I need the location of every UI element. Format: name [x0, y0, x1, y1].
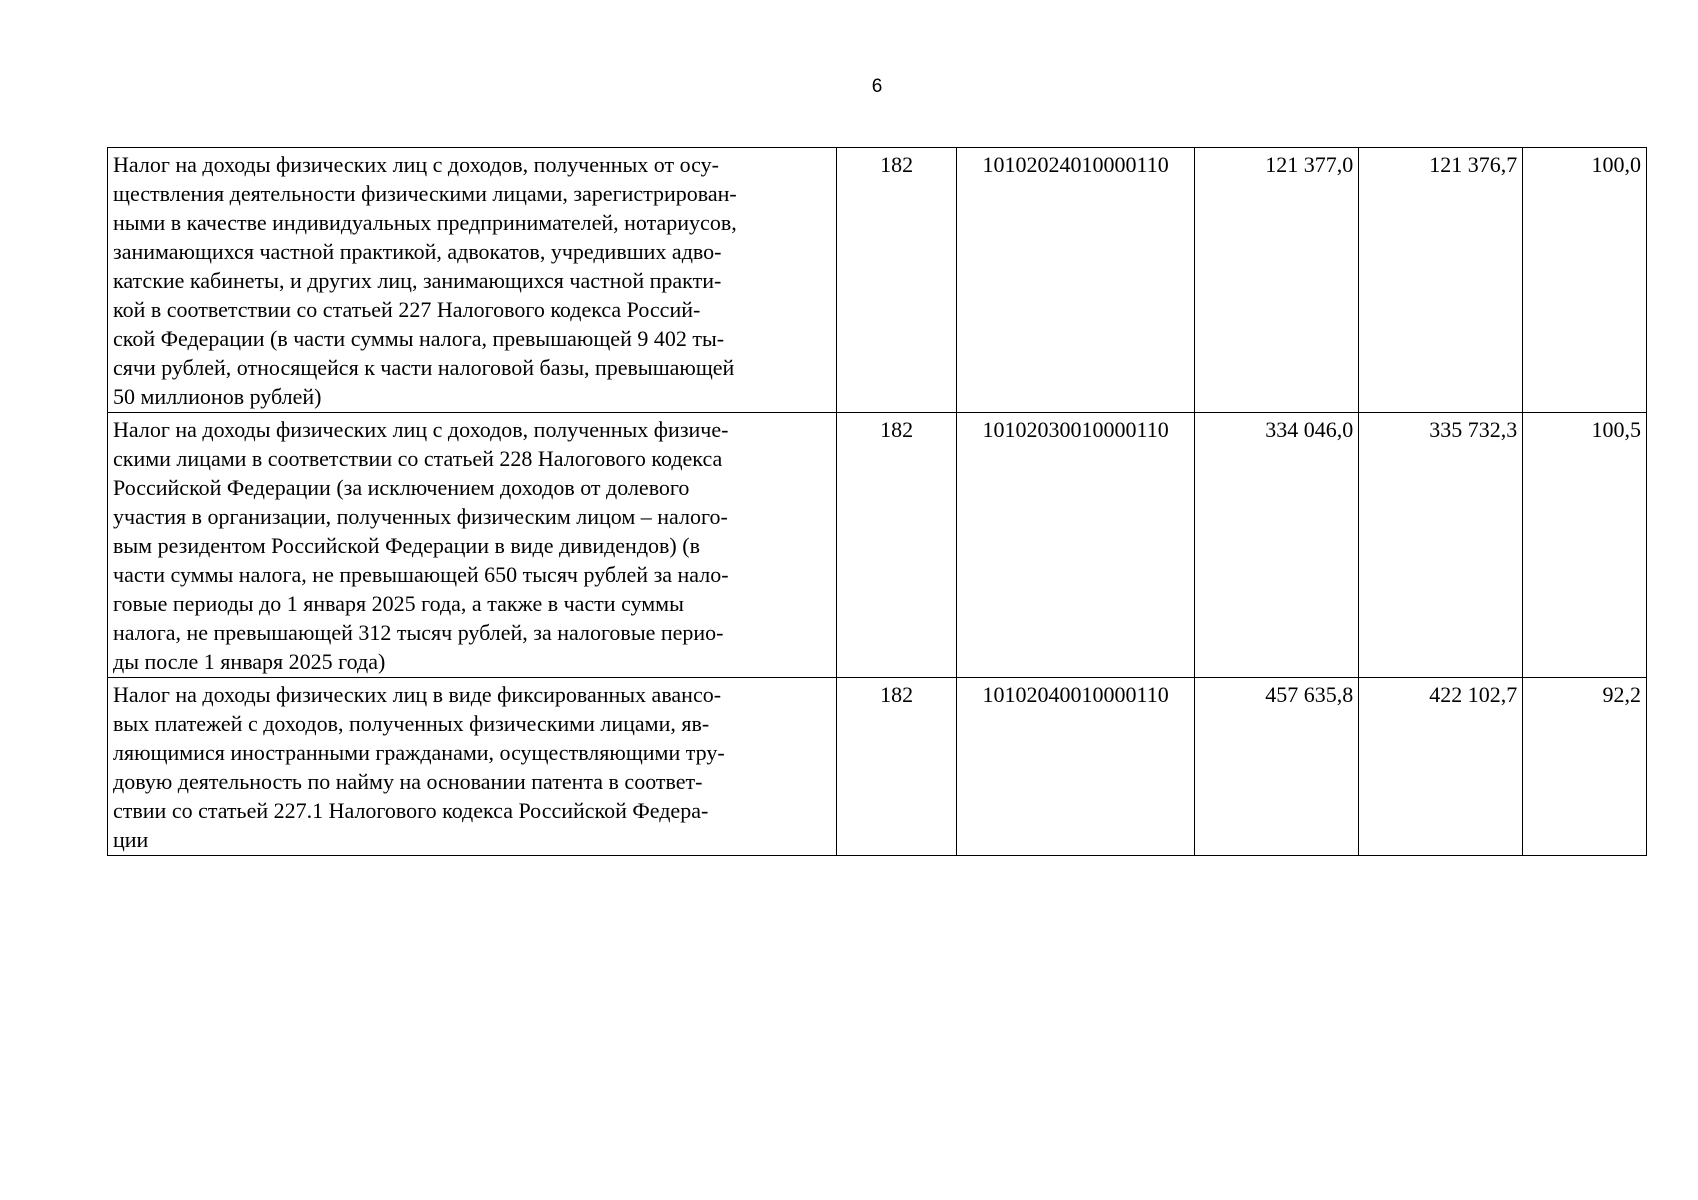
income-name-line: участия в организации, полученных физическим лицом – налого- [113, 504, 728, 529]
execution-percent-cell: 92,2 [1523, 678, 1647, 856]
income-name-line: скими лицами в соответствии со статьей 228 Налогового кодекса [113, 446, 723, 471]
page-number: 6 [871, 76, 883, 97]
income-name-line: кой в соответствии со статьей 227 Налогового кодекса Россий- [113, 297, 701, 322]
income-name-line: ской Федерации (в части суммы налога, превышающей 9 402 ты- [113, 326, 725, 351]
income-name-cell [108, 678, 837, 856]
income-name-line: Российской Федерации (за исключением доходов от долевого [113, 475, 690, 500]
admin-code-cell: 182 [837, 678, 957, 856]
budget-classification-code-cell: 10102040010000110 [956, 678, 1194, 856]
income-name-line: ляющимися иностранными гражданами, осуществляющими тру- [113, 740, 725, 765]
planned-amount-cell: 457 635,8 [1195, 678, 1359, 856]
budget-classification-code-cell: 10102024010000110 [956, 148, 1194, 413]
income-name-line: ции [113, 827, 149, 852]
admin-code-cell: 182 [837, 413, 957, 678]
table-row [108, 678, 1647, 856]
income-name-line: ществления деятельности физическими лицами, зарегистрирован- [113, 181, 737, 206]
admin-code-cell: 182 [837, 148, 957, 413]
income-name-line: 50 миллионов рублей) [113, 384, 322, 409]
income-name-line: налога, не превышающей 312 тысяч рублей, за налоговые перио- [113, 620, 724, 645]
actual-amount-cell: 335 732,3 [1359, 413, 1523, 678]
income-name-line: катские кабинеты, и других лиц, занимающихся частной практи- [113, 268, 722, 293]
income-name-line: части суммы налога, не превышающей 650 тысяч рублей за нало- [113, 562, 729, 587]
income-name-line: довую деятельность по найму на основании патента в соответ- [113, 769, 703, 794]
table-row [108, 413, 1647, 678]
execution-percent-cell: 100,0 [1523, 148, 1647, 413]
budget-classification-code-cell: 10102030010000110 [956, 413, 1194, 678]
income-name-line: говые периоды до 1 января 2025 года, а также в части суммы [113, 591, 684, 616]
income-name-line: ными в качестве индивидуальных предпринимателей, нотариусов, [113, 210, 737, 235]
revenue-table [107, 147, 1647, 856]
actual-amount-cell: 121 376,7 [1359, 148, 1523, 413]
income-name-line: вым резидентом Российской Федерации в виде дивидендов) (в [113, 533, 700, 558]
income-name-line: ды после 1 января 2025 года) [113, 649, 386, 674]
planned-amount-cell: 334 046,0 [1195, 413, 1359, 678]
income-name-line: Налог на доходы физических лиц с доходов, полученных от осу- [113, 152, 719, 177]
actual-amount-cell: 422 102,7 [1359, 678, 1523, 856]
income-name-cell [108, 148, 837, 413]
planned-amount-cell: 121 377,0 [1195, 148, 1359, 413]
income-name-line: ствии со статьей 227.1 Налогового кодекса Российской Федера- [113, 798, 709, 823]
execution-percent-cell: 100,5 [1523, 413, 1647, 678]
income-name-line: Налог на доходы физических лиц в виде фиксированных авансо- [113, 682, 722, 707]
income-name-line: Налог на доходы физических лиц с доходов, полученных физиче- [113, 417, 729, 442]
table-row [108, 148, 1647, 413]
income-name-line: сячи рублей, относящейся к части налоговой базы, превышающей [113, 355, 735, 380]
income-name-line: занимающихся частной практикой, адвокатов, учредивших адво- [113, 239, 722, 264]
income-name-cell [108, 413, 837, 678]
income-name-line: вых платежей с доходов, полученных физическими лицами, яв- [113, 711, 710, 736]
